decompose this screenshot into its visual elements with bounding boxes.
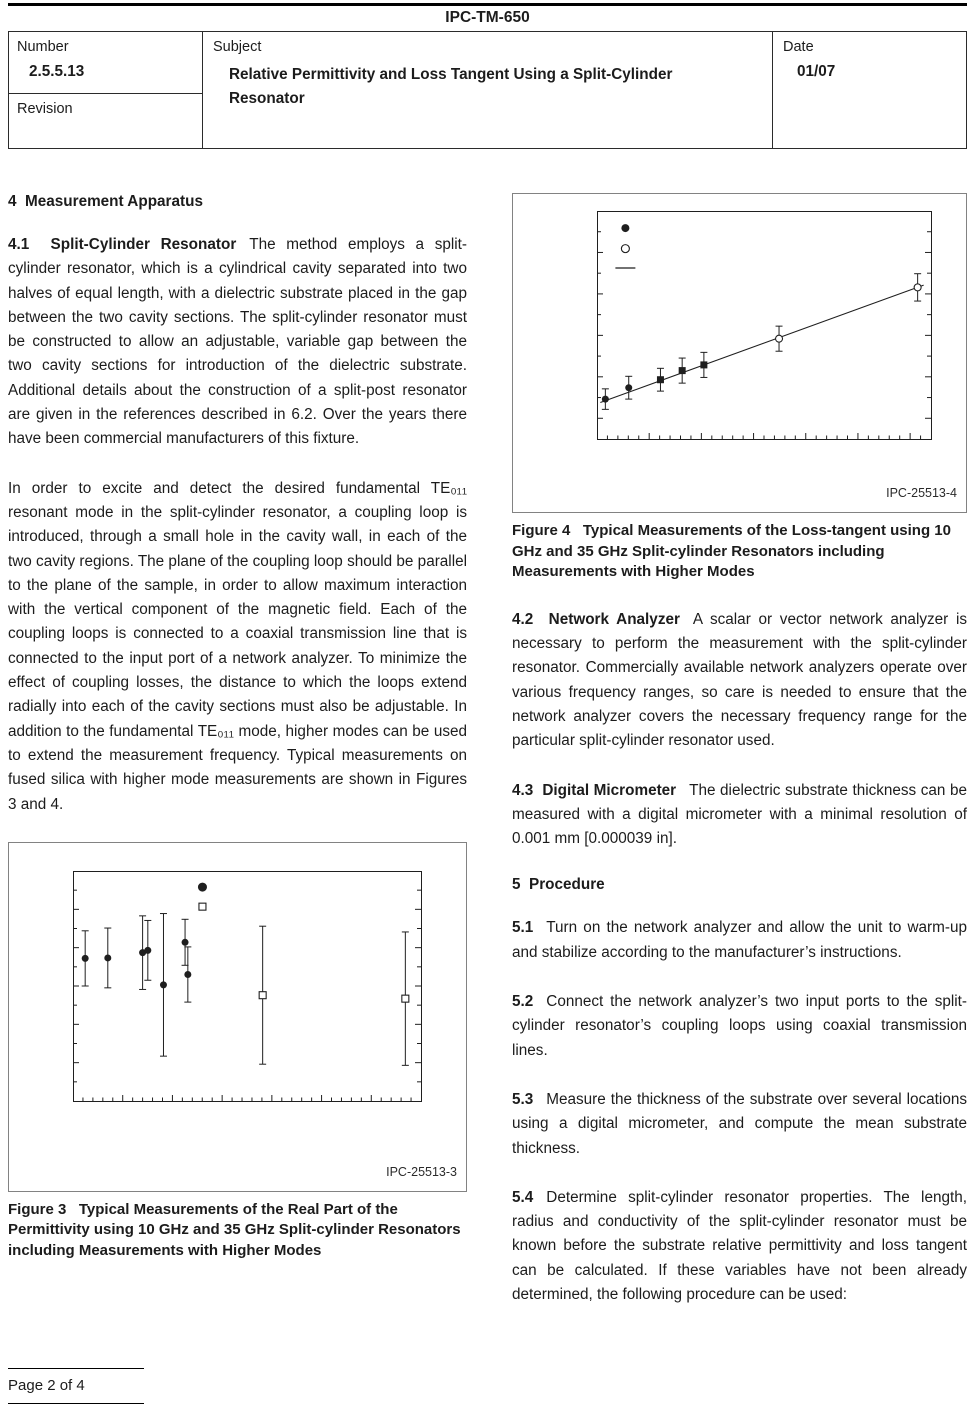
paragraph-4-2-lead: 4.2 Network Analyzer — [512, 610, 680, 628]
left-column — [8, 193, 467, 1332]
paragraph-5-1 — [512, 916, 967, 965]
page-header — [8, 3, 967, 149]
header-table — [8, 31, 967, 149]
paragraph-5-3 — [512, 1088, 967, 1161]
figure-4 — [512, 193, 967, 513]
paragraph-4-3-text: The dielectric substrate thickness can be measured with a digital micrometer with a minimal resolution of 0.001 mm [0.000039 in]. — [512, 781, 967, 848]
document-body — [8, 193, 967, 1332]
doc-code-title: IPC-TM-650 — [445, 9, 530, 26]
paragraph-4-1-lead: 4.1 Split-Cylinder Resonator — [8, 236, 237, 253]
figure-3-caption: Figure 3 Typical Measurements of the Real Part of the Permittivity using 10 GHz and 35 GHz Split-cylinder Resonators including Measurements with Higher Modes — [8, 1200, 461, 1260]
paragraph-5-1-text: Turn on the network analyzer and allow the unit to warm-up and stabilize according to the manufacturer’s instructions. — [512, 919, 967, 961]
paragraph-5-3-text: Measure the thickness of the substrate over several locations using a digital micrometer, and compute the mean substrate thickness. — [512, 1090, 967, 1157]
paragraph-4-2-text: A scalar or vector network analyzer is necessary to perform the measurement with the split-cylinder resonator. Commercially available network analyzers operate over various frequency ranges, so care is needed to ensure that the network analyzer covers the necessary frequency range for the particular split-cylinder resonator used. — [512, 610, 967, 750]
number-value: 2.5.5.13 — [29, 63, 85, 80]
paragraph-5-2-text: Connect the network analyzer’s two input ports to the split-cylinder resonator’s coupling loops using coaxial transmission lines. — [512, 993, 967, 1059]
header-cell-date — [773, 32, 966, 148]
paragraph-4-1 — [8, 233, 467, 452]
number-label: Number — [17, 39, 69, 55]
paragraph-5-1-lead: 5.1 — [512, 919, 534, 937]
paragraph-5-4 — [512, 1186, 967, 1307]
date-value: 01/07 — [797, 63, 836, 80]
page-number: Page 2 of 4 — [8, 1377, 85, 1394]
paragraph-5-3-lead: 5.3 — [512, 1090, 534, 1108]
paragraph-coupling-loop — [8, 477, 467, 817]
footer-rule-bottom — [8, 1403, 144, 1404]
paragraph-5-2 — [512, 990, 967, 1063]
subject-value: Relative Permittivity and Loss Tangent Using a Split-Cylinder Resonator — [229, 66, 673, 108]
paragraph-4-1-text: The method employs a split-cylinder resonator, which is a cylindrical cavity separated into two halves of equal length, with a dielectric substrate placed in the gap between the two cavity sections. The split-cylinder resonator must be constructed to allow an adjustable, variable gap between the two cavity sections for introduction of the dielectric substrate. Additional details about the construction of a split-post resonator are given in the references described in 6.2. Over the years there have been commercial manufacturers of this fixture. — [8, 236, 467, 448]
paragraph-5-4-lead: 5.4 — [512, 1188, 534, 1206]
figure-4-id-label: IPC-25513-4 — [886, 486, 957, 500]
paragraph-5-4-text: Determine split-cylinder resonator properties. The length, radius and conductivity of the split-cylinder resonator must be known before the substrate relative permittivity and loss tangent can be calculated. If these variables have not been already determined, the following procedure can be used: — [512, 1188, 967, 1304]
header-cell-number — [9, 32, 203, 148]
revision-section — [9, 94, 202, 125]
figure-4-caption: Figure 4 Typical Measurements of the Loss-tangent using 10 GHz and 35 GHz Split-cylinder Resonators including Measurements with Higher Modes — [512, 522, 951, 581]
number-section — [9, 32, 202, 94]
section-5-heading: 5 Procedure — [512, 876, 605, 894]
figure-3-plot — [9, 843, 466, 1191]
date-label: Date — [783, 39, 814, 55]
paragraph-coupling-loop-text: In order to excite and detect the desired fundamental TE₀₁₁ resonant mode in the split-cylinder resonator, a coupling loop is introduced, through a small hole in the cavity wall, in each of the two cavity regions. The plane of the coupling loop should be parallel to the plane of the sample, in order to allow maximum interaction with the vertical component of the magnetic field. Each of the coupling loops is connected to a coaxial transmission line that is connected to the input port of a network analyzer. To minimize the effect of coupling losses, the distance to which the loops extend radially into each of the cavity sections must also be adjustable. In addition to the fundamental TE₀₁₁ mode, higher modes can be used to extend the measurement frequency. Typical measurements on fused silica with higher mode measurements are shown in Figures 3 and 4. — [8, 479, 467, 813]
paragraph-5-2-lead: 5.2 — [512, 993, 534, 1011]
figure-4-plot — [513, 194, 966, 512]
paragraph-4-3 — [512, 779, 967, 852]
figure-3-id-label: IPC-25513-3 — [386, 1164, 457, 1179]
page-footer — [8, 1368, 144, 1404]
section-4-heading: 4 Measurement Apparatus — [8, 193, 203, 210]
figure-3 — [8, 842, 467, 1192]
paragraph-4-2 — [512, 608, 967, 754]
header-cell-subject — [203, 32, 773, 148]
paragraph-4-3-lead: 4.3 Digital Micrometer — [512, 781, 677, 799]
right-column — [512, 193, 967, 1332]
revision-label: Revision — [17, 101, 73, 117]
subject-label: Subject — [213, 39, 262, 55]
